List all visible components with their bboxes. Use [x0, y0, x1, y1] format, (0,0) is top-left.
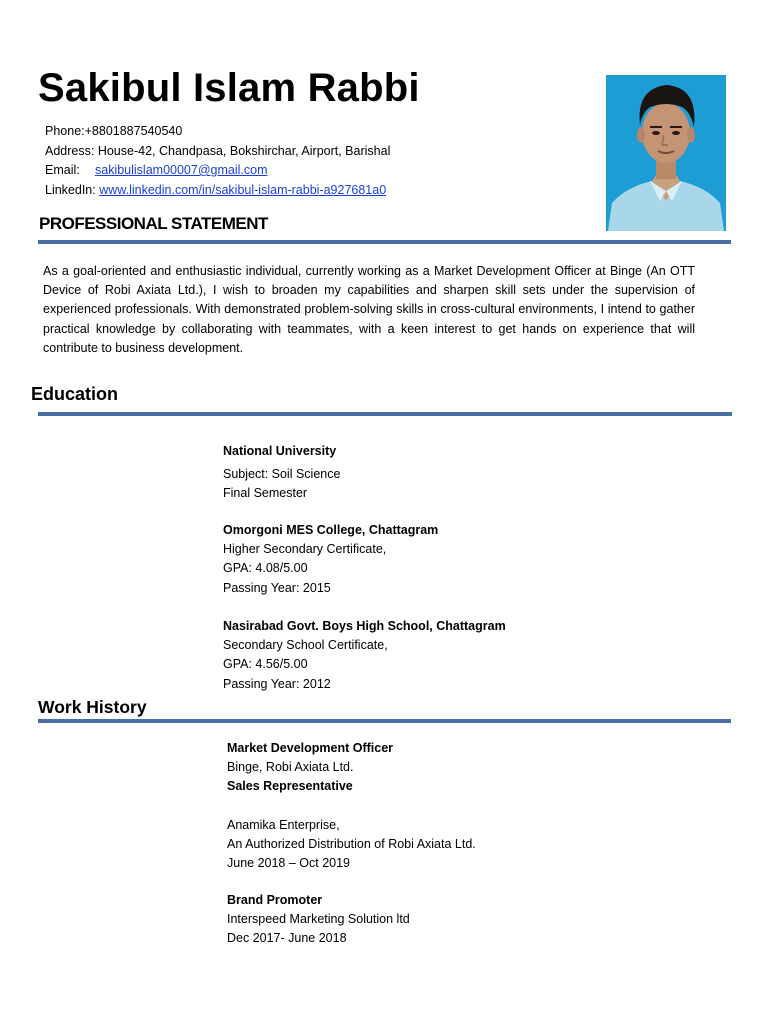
linkedin-row [45, 181, 390, 201]
job-role: Sales Representative [227, 779, 353, 794]
address-row [45, 142, 390, 162]
education-item [223, 521, 438, 598]
education-detail: Passing Year: 2012 [223, 676, 331, 691]
job-detail: Interspeed Marketing Solution ltd [227, 912, 410, 927]
statement-divider [38, 240, 731, 244]
education-detail: Subject: Soil Science [223, 467, 341, 482]
job-detail: An Authorized Distribution of Robi Axiata Ltd. [227, 837, 476, 852]
education-detail: Higher Secondary Certificate, [223, 542, 387, 557]
education-detail: Secondary School Certificate, [223, 638, 388, 653]
email-link[interactable]: sakibulislam00007@gmail.com [95, 163, 268, 177]
address-value: House-42, Chandpasa, Bokshirchar, Airport, Barishal [97, 143, 391, 158]
email-label: Email: [45, 163, 80, 177]
job-detail: Dec 2017- June 2018 [227, 931, 347, 946]
statement-text: As a goal-oriented and enthusiastic individual, currently working as a Market Development Officer at Binge (An OTT Device of Robi Axiata Ltd.), I wish to broaden my capabilities and sharpen skill sets under the supervision of experienced professionals. With demonstrated problem-solving skills in cross-cultural environments, I intend to gather practical knowledge by collaborating with teammates, with a keen interest to get hands on experience that will contribute to business development. [43, 264, 695, 355]
job-role: Brand Promoter [227, 893, 323, 907]
job-detail: June 2018 – Oct 2019 [227, 856, 351, 871]
contact-info [45, 122, 390, 200]
phone-value: +8801887540540 [84, 124, 183, 138]
education-institution: Nasirabad Govt. Boys High School, Chattagram [223, 619, 506, 633]
job-detail: Anamika Enterprise, [227, 818, 340, 832]
education-divider [38, 412, 732, 416]
work-heading: Work History [38, 697, 147, 717]
education-institution: Omorgoni MES College, Chattagram [223, 523, 439, 537]
statement-heading: PROFESSIONAL STATEMENT [39, 214, 268, 233]
work-entry [227, 816, 476, 874]
education-detail: Passing Year: 2015 [223, 580, 331, 595]
phone-row [45, 122, 390, 142]
education-institution: National University [223, 444, 337, 458]
work-entry [227, 891, 410, 949]
address-label: Address: [45, 143, 95, 158]
job-role: Market Development Officer [227, 741, 394, 755]
candidate-name: Sakibul Islam Rabbi [38, 66, 420, 110]
education-detail: GPA: 4.08/5.00 [223, 561, 308, 576]
profile-photo [606, 75, 726, 231]
education-item [223, 442, 340, 504]
job-detail: Binge, Robi Axiata Ltd. [227, 760, 354, 775]
education-item [223, 617, 506, 694]
education-heading: Education [31, 384, 119, 404]
email-row [45, 161, 390, 181]
linkedin-label: LinkedIn: [45, 182, 96, 197]
education-detail: Final Semester [223, 486, 308, 501]
linkedin-link[interactable]: www.linkedin.com/in/sakibul-islam-rabbi-a927681a0 [99, 182, 387, 197]
work-divider [38, 719, 731, 723]
person-portrait-icon [606, 75, 726, 231]
phone-label: Phone: [45, 124, 85, 138]
work-entry [227, 739, 393, 797]
education-detail: GPA: 4.56/5.00 [223, 657, 308, 672]
